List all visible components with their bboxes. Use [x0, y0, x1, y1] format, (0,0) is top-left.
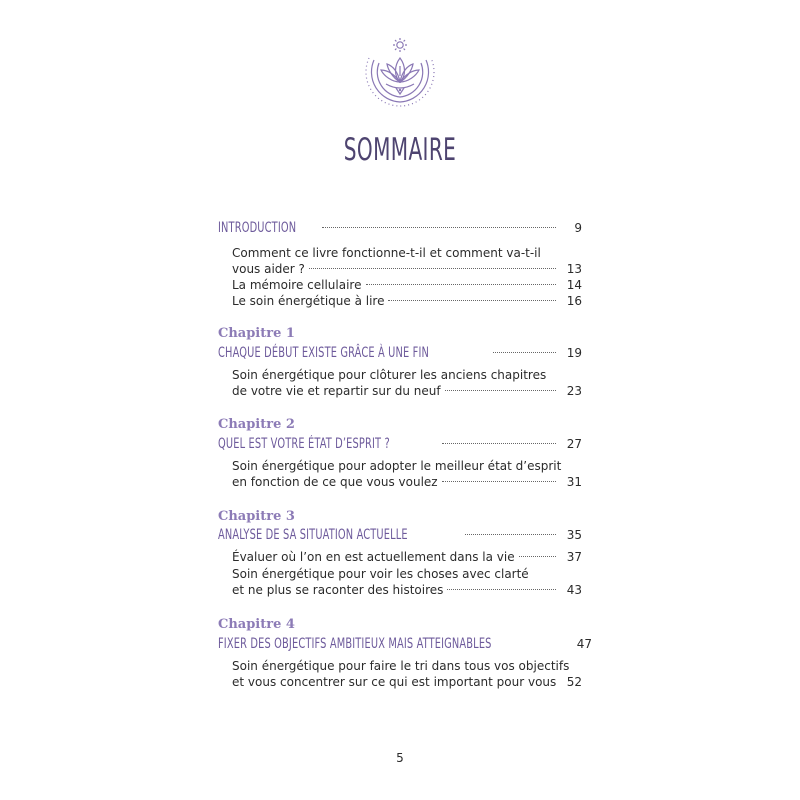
toc-page-number: 23	[566, 384, 582, 398]
toc-entry-chapter-2[interactable]	[218, 436, 582, 452]
dot-leader	[442, 481, 556, 482]
toc-page-number: 37	[566, 550, 582, 564]
toc-subentry-label: Évaluer où l’on en est actuellement dans la vie	[232, 550, 515, 564]
toc-subentry-label: La mémoire cellulaire	[232, 278, 362, 292]
dot-leader	[465, 534, 556, 535]
toc-page-number: 43	[566, 583, 582, 597]
dot-leader	[366, 284, 557, 285]
toc-subentry-line1: Soin énergétique pour faire le tri dans tous vos objectifs	[232, 659, 570, 673]
toc-page-number: 31	[566, 475, 582, 489]
toc-subentry-label: Le soin énergétique à lire	[232, 294, 385, 308]
chapter-number: Chapitre 2	[218, 417, 295, 432]
toc-subentry[interactable]	[232, 384, 582, 398]
dot-leader	[447, 589, 556, 590]
toc-entry-chapter-3[interactable]	[218, 527, 582, 543]
toc-page-number: 14	[566, 278, 582, 292]
toc-subentry[interactable]	[232, 262, 582, 276]
toc-subentry-label: et vous concentrer sur ce qui est important pour vous	[232, 675, 557, 689]
toc-subentry[interactable]	[232, 294, 582, 308]
dot-leader	[309, 268, 556, 269]
dot-leader	[493, 352, 556, 353]
toc-entry-introduction[interactable]	[218, 220, 582, 236]
page-title: SOMMAIRE	[343, 132, 457, 168]
toc-page-number: 35	[566, 528, 582, 542]
page-number: 5	[396, 751, 404, 765]
toc-page-number: 52	[566, 675, 582, 689]
toc-page-number: 19	[566, 346, 582, 360]
toc-subentry-label: vous aider ?	[232, 262, 305, 276]
lotus-moon-icon	[360, 36, 440, 108]
dot-leader	[445, 390, 556, 391]
toc-entry-chapter-1[interactable]	[218, 345, 582, 361]
toc-subentry[interactable]	[232, 475, 582, 489]
toc-subentry-label: en fonction de ce que vous voulez	[232, 475, 438, 489]
toc-subentry-line1: Soin énergétique pour adopter le meilleur état d’esprit	[232, 459, 562, 473]
dot-leader	[442, 443, 556, 444]
chapter-title: FIXER DES OBJECTIFS AMBITIEUX MAIS ATTEIGNABLES	[218, 636, 492, 652]
toc-subentry[interactable]	[232, 675, 582, 689]
chapter-number: Chapitre 4	[218, 617, 295, 632]
toc-subentry[interactable]	[232, 583, 582, 597]
toc-section-label: INTRODUCTION	[218, 220, 297, 236]
toc-subentry-line1: Comment ce livre fonctionne-t-il et comment va-t-il	[232, 246, 541, 260]
toc-page-number: 47	[576, 637, 593, 651]
chapter-title: QUEL EST VOTRE ÉTAT D’ESPRIT ?	[218, 436, 390, 452]
toc-page-number: 27	[566, 437, 582, 451]
toc-page-number: 13	[566, 262, 582, 276]
chapter-number: Chapitre 1	[218, 326, 295, 341]
chapter-number: Chapitre 3	[218, 509, 295, 524]
toc-subentry-label: de votre vie et repartir sur du neuf	[232, 384, 441, 398]
toc-subentry[interactable]	[232, 278, 582, 292]
chapter-title: ANALYSE DE SA SITUATION ACTUELLE	[218, 527, 408, 543]
dot-leader	[322, 227, 556, 228]
toc-subentry-line1: Soin énergétique pour clôturer les anciens chapitres	[232, 368, 547, 382]
toc-page-number: 16	[566, 294, 582, 308]
dot-leader	[519, 556, 556, 557]
dot-leader	[388, 300, 556, 301]
toc-subentry[interactable]	[232, 550, 582, 564]
toc-entry-chapter-4[interactable]	[218, 636, 593, 652]
toc-page-number: 9	[574, 221, 582, 235]
chapter-title: CHAQUE DÉBUT EXISTE GRÂCE À UNE FIN	[218, 345, 430, 361]
toc-subentry-label: et ne plus se raconter des histoires	[232, 583, 444, 597]
toc-subentry-line1: Soin énergétique pour voir les choses avec clarté	[232, 567, 529, 581]
